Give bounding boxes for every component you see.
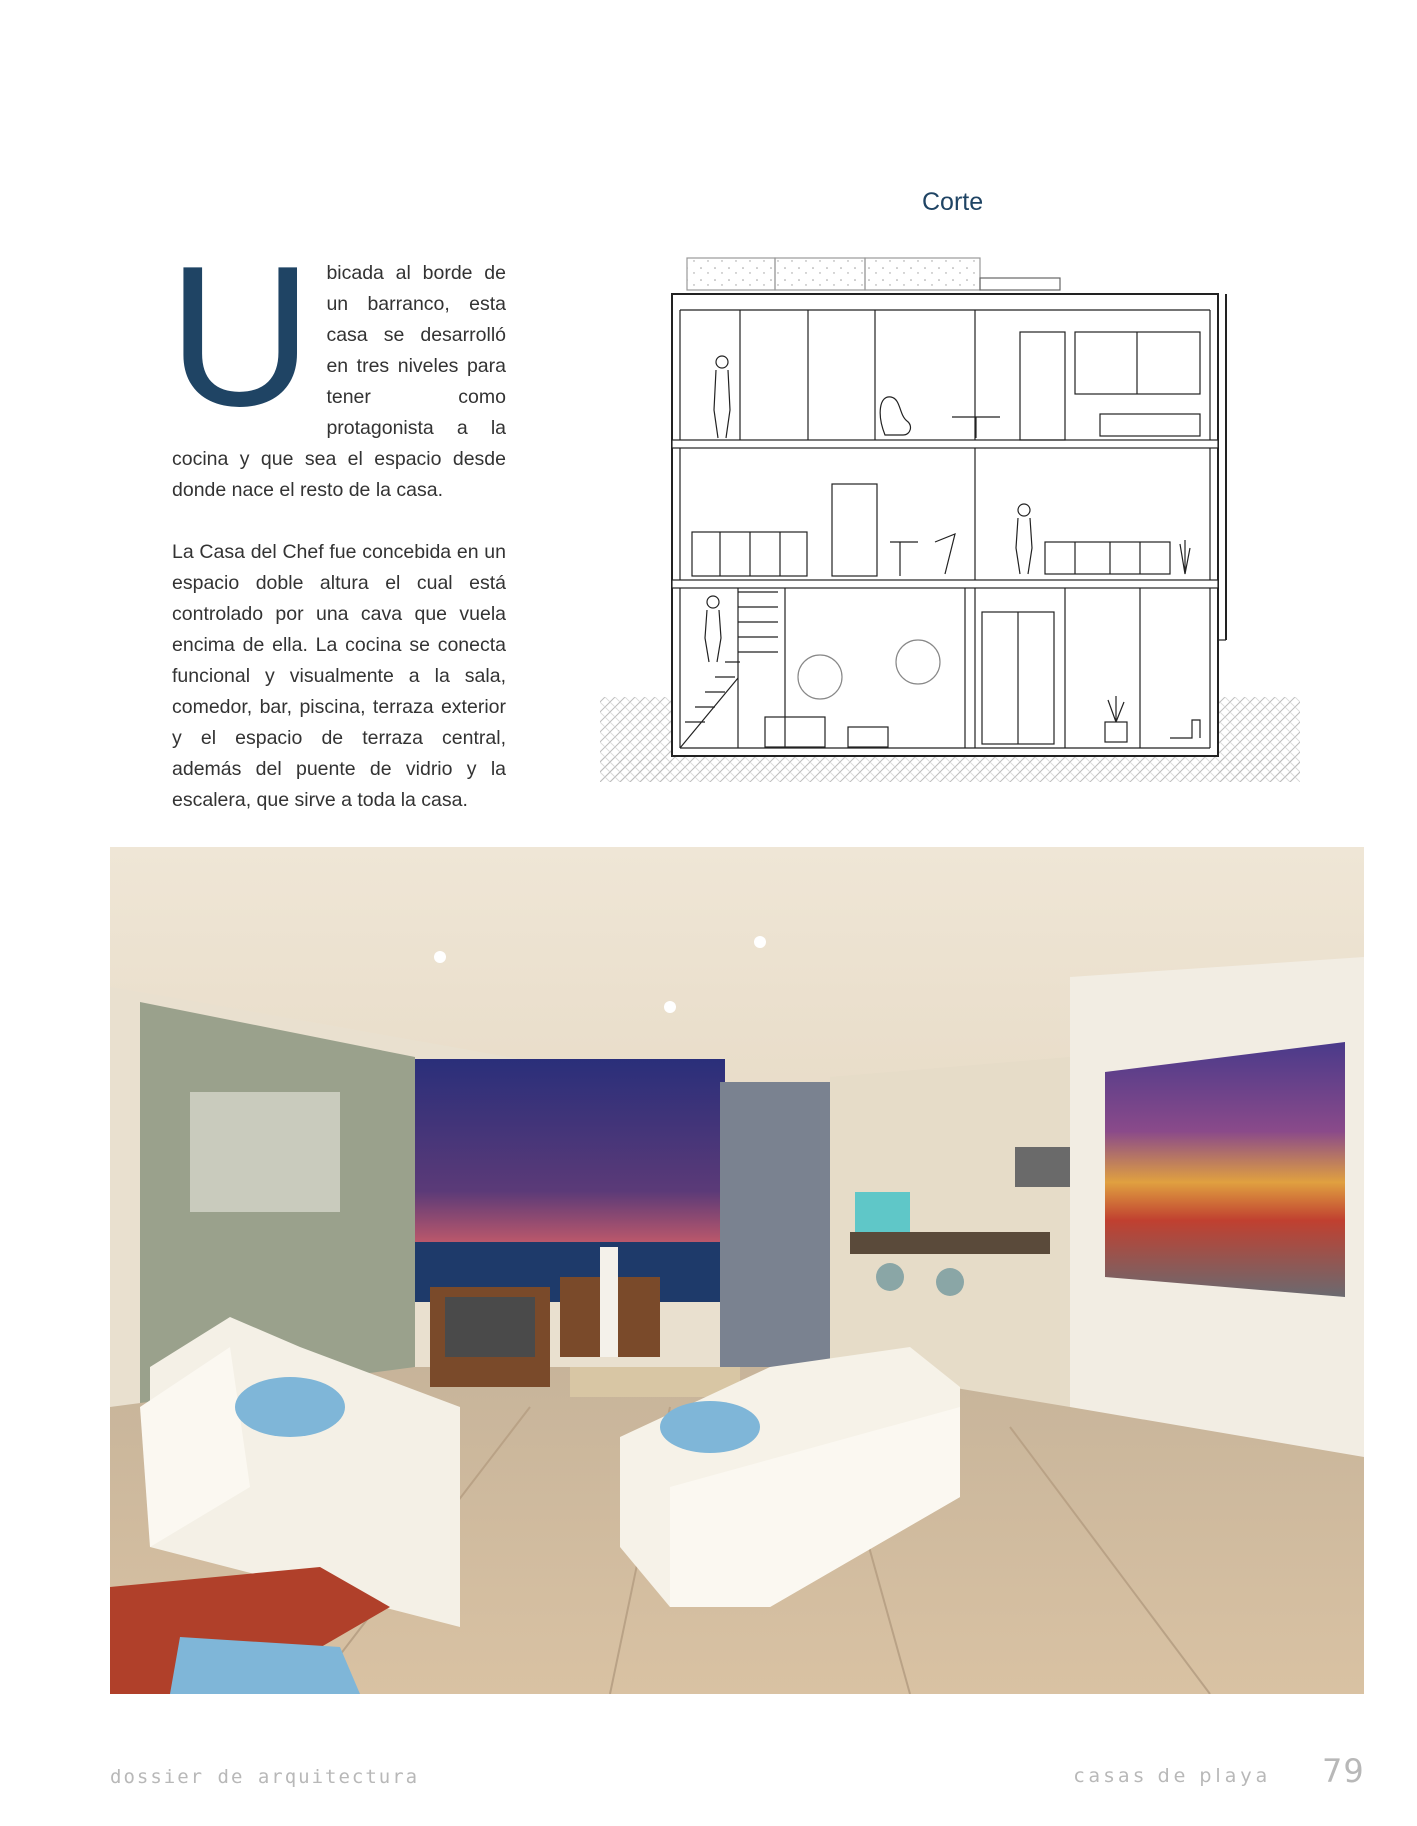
paragraph-2: La Casa del Chef fue concebida en un espacio doble altura el cual está controlado por una cava que vuela encima de ella. La cocina se conecta funcional y visualmente a la sala, comedor, bar, piscina, terraza exterior y el espacio de terraza central, además del puente de vidrio y la escalera, que sirve a toda la casa. xyxy=(172,541,506,811)
wall-painting xyxy=(1105,1042,1345,1297)
footer-publication: dossier de arquitectura xyxy=(110,1766,420,1788)
page-number: 79 xyxy=(1322,1752,1365,1790)
drop-cap: U xyxy=(168,225,313,448)
section-caption: Corte xyxy=(922,188,984,216)
paragraph-1: bicada al borde de un barranco, esta casa se desarrolló en tres niveles para tener como protagonista a la cocina y que sea el espacio desde donde nace el resto de la casa. xyxy=(172,262,506,501)
footer-section: casas de playa xyxy=(1074,1765,1272,1787)
article-text xyxy=(168,225,506,816)
section-drawing xyxy=(600,252,1300,792)
ground-hatch-bottom xyxy=(600,757,1300,782)
interior-photo xyxy=(110,847,1364,1694)
building-outline xyxy=(672,294,1218,756)
